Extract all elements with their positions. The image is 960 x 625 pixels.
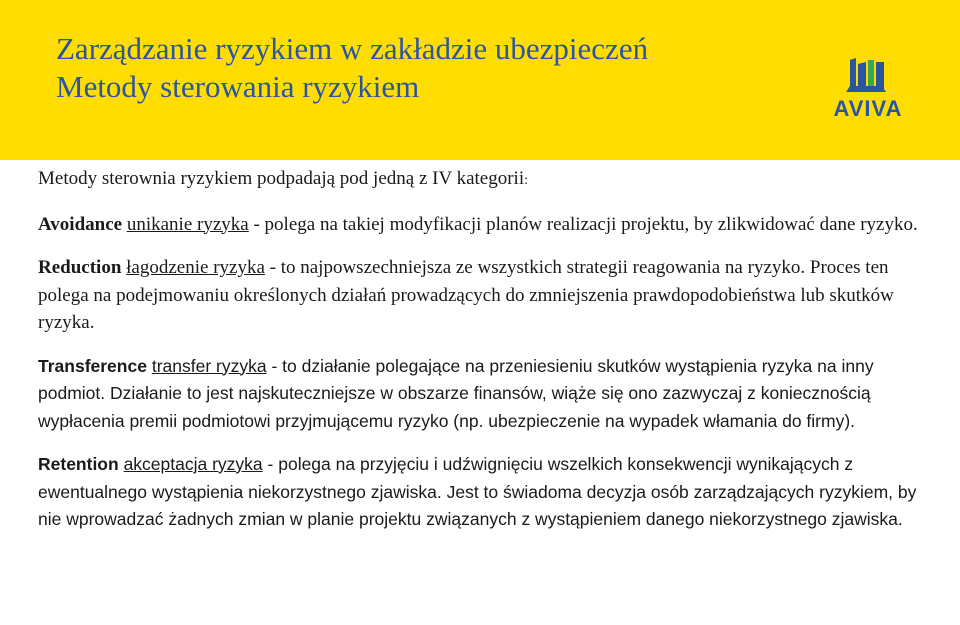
item-avoidance (38, 211, 928, 239)
intro-text: Metody sterownia ryzykiem podpadają pod jedną z IV kategorii (38, 168, 525, 189)
title-line-1: Zarządzanie ryzykiem w zakładzie ubezpieczeń (56, 31, 649, 66)
content (38, 165, 928, 534)
intro-line (38, 165, 928, 195)
item-retention (38, 451, 928, 534)
item-text-more: Jest to świadoma decyzja osób zarządzających ryzykiem, by nie wprowadzać żadnych zmian w planie projektu związanych z wystąpieniem danego niekorzystnego zjawiska. (38, 481, 917, 529)
item-term: Retention (38, 454, 119, 474)
item-link[interactable]: unikanie ryzyka (126, 213, 249, 235)
item-text: - to działanie polegające na przeniesieniu skutków wystąpienia ryzyka na inny podmiot. (38, 355, 874, 403)
item-link[interactable]: łagodzenie ryzyka (126, 257, 265, 278)
title-line-2: Metody sterowania ryzykiem (56, 69, 420, 104)
item-term: Transference (38, 355, 147, 376)
header-band (0, 0, 960, 160)
slide-title (56, 30, 648, 106)
item-link[interactable]: akceptacja ryzyka (123, 454, 263, 474)
item-text: - polega na przyjęciu i udźwignięciu wszelkich konsekwencji wynikających z ewentualnego wystąpienia niekorzystnego zjawiska. (38, 454, 854, 502)
item-transference (38, 353, 928, 436)
item-link[interactable]: transfer ryzyka (151, 355, 267, 376)
item-term: Reduction (38, 257, 122, 278)
item-text-more: Proces ten polega na podejmowaniu określonych działań prowadzących do zmniejszenia prawdopodobieństwa lub skutków ryzyka. (38, 257, 894, 333)
item-text: - polega na takiej modyfikacji planów realizacji projektu, by zlikwidować dane ryzyko. (248, 213, 918, 235)
item-term: Avoidance (38, 213, 123, 235)
logo-text: AVIVA (833, 96, 903, 121)
item-reduction (38, 254, 928, 337)
intro-colon: : (524, 173, 529, 188)
aviva-logo (822, 56, 914, 122)
item-text-more: Działanie to jest najskuteczniejsze w obszarze finansów, wiąże się ono zazwyczaj z koniecznością wypłacenia premii podmiotowi przyjmującemu ryzyko (np. ubezpieczenie na wypadek włamania do firmy). (38, 383, 871, 431)
item-text: - to najpowszechniejsza ze wszystkich strategii reagowania na ryzyko. (264, 257, 806, 278)
